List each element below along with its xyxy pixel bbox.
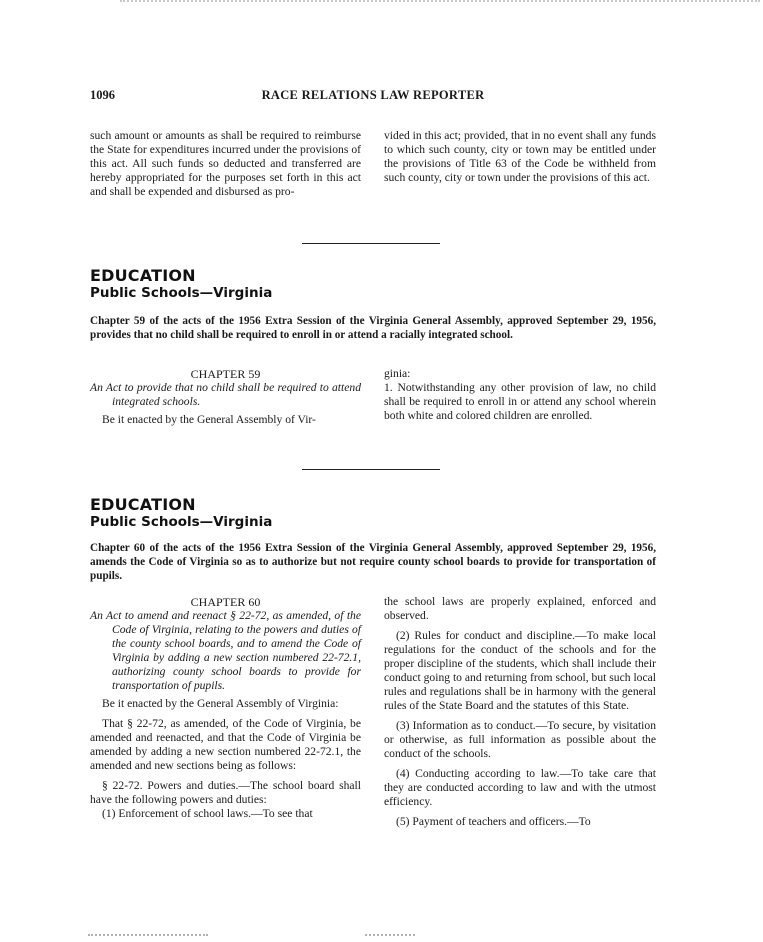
page-number: 1096 xyxy=(90,88,115,102)
running-title: RACE RELATIONS LAW REPORTER xyxy=(261,88,485,102)
chapter60-enacting-clause: Be it enacted by the General Assembly of Virginia: xyxy=(102,697,339,710)
section2-right-column xyxy=(384,595,656,829)
chapter59-provision: 1. Notwithstanding any other provision of law, no child shall be required to enroll in or attend any school wherein both white and colored children are enrolled. xyxy=(384,381,656,422)
section-divider xyxy=(302,469,440,470)
chapter60-section-22-72: § 22-72. Powers and duties.—The school board shall have the following powers and duties: xyxy=(90,779,361,806)
continuation-text-right: vided in this act; provided, that in no event shall any funds to which such county, city or town may be entitled under the provisions of Title 63 of the Code be withheld from such county, city or town under the provisions of this act. xyxy=(384,129,656,184)
section1-summary: Chapter 59 of the acts of the 1956 Extra Session of the Virginia General Assembly, approved September 29, 1956, provides that no child shall be required to enroll in or attend a racially integrated school. xyxy=(90,315,656,341)
section1-right-column xyxy=(384,367,656,423)
section1-subtitle: Public Schools—Virginia xyxy=(90,285,273,301)
chapter59-heading: CHAPTER 59 xyxy=(190,367,261,381)
chapter60-item-4: (4) Conducting according to law.—To take care that they are conducted according to law and with the utmost efficiency. xyxy=(384,767,656,808)
chapter60-heading: CHAPTER 60 xyxy=(190,595,261,609)
chapter60-act-title: An Act to amend and reenact § 22-72, as amended, of the Code of Virginia, relating to the powers and duties of the county school boards, and to amend the Code of Virginia by adding a new section numbered 22-72.1, authorizing county school boards to provide for transportation of pupils. xyxy=(90,609,361,692)
chapter60-item-3: (3) Information as to conduct.—To secure, by visitation or otherwise, as full information as possible about the conduct of the schools. xyxy=(384,719,656,760)
continuation-text-left: such amount or amounts as shall be required to reimburse the State for expenditures incurred under the provisions of this act. All such funds so deducted and transferred are hereby appropriated for the purposes set forth in this act and shall be expended and disbursed as pro- xyxy=(90,129,361,198)
chapter60-item-5-start: (5) Payment of teachers and officers.—To xyxy=(396,815,591,828)
scan-artifact-bottom-center xyxy=(365,934,415,938)
chapter60-item-1-start: (1) Enforcement of school laws.—To see that xyxy=(102,807,313,820)
section2-subtitle: Public Schools—Virginia xyxy=(90,514,273,530)
scan-artifact-top xyxy=(120,0,760,6)
chapter59-right-p1: ginia: xyxy=(384,367,411,380)
chapter59-enacting-clause: Be it enacted by the General Assembly of Vir- xyxy=(102,413,316,426)
section2-title: EDUCATION xyxy=(90,495,196,514)
section1-title: EDUCATION xyxy=(90,266,196,285)
chapter60-item-1-end: the school laws are properly explained, enforced and observed. xyxy=(384,595,656,622)
section1-left-column xyxy=(90,367,361,427)
chapter60-item-2: (2) Rules for conduct and discipline.—To make local regulations for the conduct of the schools and for the proper discipline of the students, which shall include their conduct going to and returning from school, but such local rules and regulations shall be in harmony with the general rules of the State Board and the statutes of this State. xyxy=(384,629,656,712)
chapter59-act-title: An Act to provide that no child shall be required to attend integrated schools. xyxy=(90,381,361,408)
scan-artifact-bottom-left xyxy=(88,934,208,938)
top-left-column xyxy=(90,129,361,199)
section2-heading xyxy=(90,495,272,530)
page-header xyxy=(90,88,656,104)
top-right-column xyxy=(384,129,656,185)
section2-left-column xyxy=(90,595,361,821)
chapter60-amendment-text: That § 22-72, as amended, of the Code of Virginia, be amended and reenacted, and that the Code of Virginia be amended by adding a new section numbered 22-72.1, the amended and new sections being as follows: xyxy=(90,717,361,772)
section-divider xyxy=(302,243,440,244)
section2-summary: Chapter 60 of the acts of the 1956 Extra Session of the Virginia General Assembly, approved September 29, 1956, amends the Code of Virginia so as to authorize but not require county school boards to provide for transportation of pupils. xyxy=(90,542,656,582)
section1-heading xyxy=(90,266,272,301)
